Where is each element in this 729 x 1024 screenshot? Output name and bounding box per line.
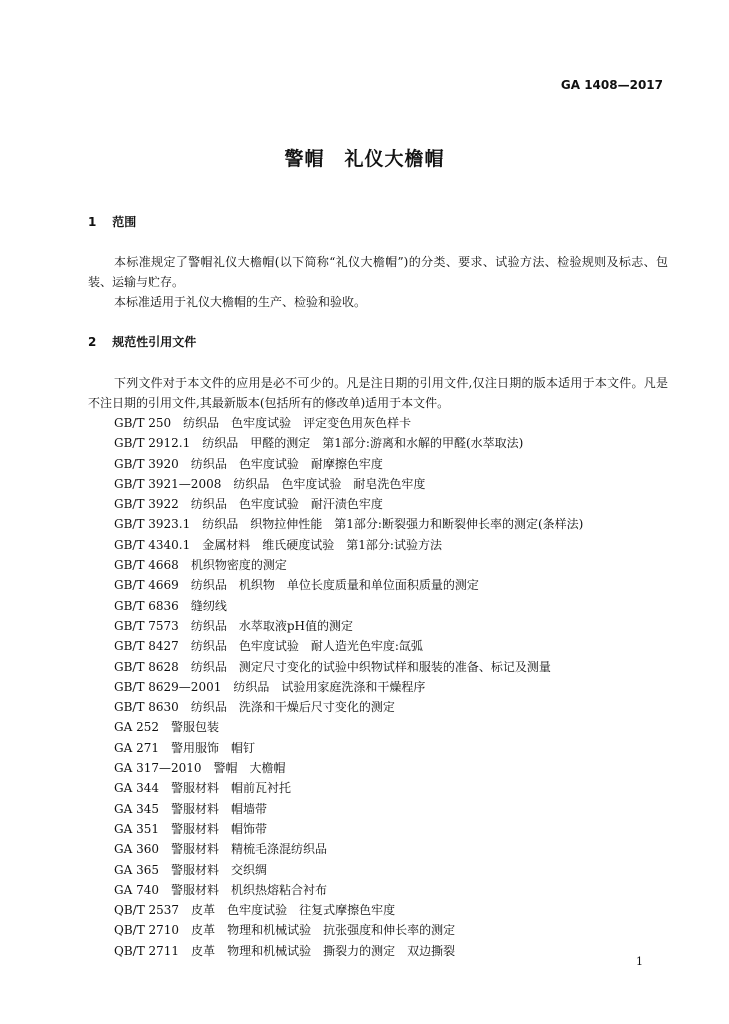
reference-code: GB/T 7573 (114, 618, 179, 633)
page-number: 1 (636, 955, 643, 968)
reference-code: GB/T 8427 (114, 639, 179, 654)
reference-item (114, 900, 583, 920)
reference-code: GB/T 8630 (114, 700, 179, 715)
reference-code: GA 351 (114, 821, 159, 836)
reference-title: 纺织品 色牢度试验 耐人造光色牢度:氙弧 (190, 639, 423, 654)
reference-title: 纺织品 色牢度试验 耐摩擦色牢度 (190, 456, 383, 471)
reference-title: 机织物密度的测定 (190, 558, 287, 573)
section-1-heading (88, 213, 136, 230)
reference-title: 警服包装 (170, 720, 219, 735)
reference-item (114, 920, 583, 940)
reference-item (114, 555, 583, 575)
reference-code: GB/T 3921—2008 (114, 476, 222, 491)
reference-item (114, 839, 583, 859)
reference-title: 纺织品 测定尺寸变化的试验中织物试样和服装的准备、标记及测量 (190, 659, 551, 674)
reference-item (114, 697, 583, 717)
section-number: 1 (88, 215, 97, 229)
section-title: 规范性引用文件 (112, 335, 197, 349)
reference-title: 纺织品 水萃取液pH值的测定 (190, 618, 353, 633)
standard-code: GA 1408—2017 (560, 78, 663, 92)
reference-code: GB/T 2912.1 (114, 436, 191, 451)
reference-title: 警服材料 帽前瓦衬托 (170, 781, 291, 796)
reference-title: 纺织品 洗涤和干燥后尺寸变化的测定 (190, 700, 395, 715)
reference-item (114, 616, 583, 636)
reference-item (114, 454, 583, 474)
reference-code: GA 360 (114, 842, 159, 857)
reference-title: 警服材料 交织绸 (170, 862, 267, 877)
reference-list (114, 413, 583, 961)
reference-code: GB/T 4340.1 (114, 537, 191, 552)
reference-code: QB/T 2710 (114, 923, 180, 938)
reference-item (114, 636, 583, 656)
reference-item (114, 575, 583, 595)
reference-item (114, 657, 583, 677)
reference-item (114, 758, 583, 778)
reference-item (114, 433, 583, 453)
reference-item (114, 799, 583, 819)
reference-item (114, 819, 583, 839)
reference-title: 金属材料 维氏硬度试验 第1部分:试验方法 (202, 537, 442, 552)
reference-code: GB/T 4668 (114, 558, 179, 573)
reference-title: 纺织品 甲醛的测定 第1部分:游离和水解的甲醛(水萃取法) (202, 436, 524, 451)
reference-code: GA 365 (114, 862, 159, 877)
reference-code: QB/T 2711 (114, 943, 180, 958)
reference-item (114, 494, 583, 514)
reference-title: 警服材料 精梳毛涤混纺织品 (170, 842, 327, 857)
section-2-heading (88, 333, 196, 350)
reference-code: GA 740 (114, 882, 159, 897)
reference-item (114, 860, 583, 880)
reference-code: GB/T 6836 (114, 598, 179, 613)
reference-code: GB/T 4669 (114, 578, 179, 593)
reference-title: 警帽 大檐帽 (213, 761, 286, 776)
reference-item (114, 778, 583, 798)
reference-title: 警服材料 帽墙带 (170, 801, 267, 816)
reference-code: GB/T 8629—2001 (114, 679, 222, 694)
reference-title: 纺织品 色牢度试验 评定变色用灰色样卡 (183, 416, 412, 430)
reference-title: 警服材料 机织热熔粘合衬布 (170, 882, 327, 897)
document-title: 警帽 礼仪大檐帽 (284, 148, 445, 170)
reference-code: GB/T 3923.1 (114, 517, 191, 532)
reference-title: 皮革 物理和机械试验 抗张强度和伸长率的测定 (191, 923, 456, 938)
reference-code: GA 345 (114, 801, 159, 816)
reference-title: 皮革 色牢度试验 往复式摩擦色牢度 (191, 903, 396, 918)
section-title: 范围 (112, 215, 137, 229)
reference-item (114, 474, 583, 494)
reference-code: GA 344 (114, 781, 159, 796)
reference-title: 警用服饰 帽钉 (170, 740, 255, 755)
scope-paragraph-1: 本标准规定了警帽礼仪大檐帽(以下简称“礼仪大檐帽”)的分类、要求、试验方法、检验规则及标志、包装、运输与贮存。 (88, 255, 668, 289)
reference-title: 皮革 物理和机械试验 撕裂力的测定 双边撕裂 (191, 943, 456, 958)
reference-item (114, 941, 583, 961)
reference-title: 警服材料 帽饰带 (170, 821, 267, 836)
reference-code: GB/T 3922 (114, 497, 179, 512)
reference-title: 纺织品 机织物 单位长度质量和单位面积质量的测定 (190, 578, 479, 593)
reference-title: 纺织品 织物拉伸性能 第1部分:断裂强力和断裂伸长率的测定(条样法) (202, 517, 584, 532)
reference-code: GB/T 250 (114, 416, 172, 430)
reference-item (114, 596, 583, 616)
reference-item (114, 717, 583, 737)
references-intro: 下列文件对于本文件的应用是必不可少的。凡是注日期的引用文件,仅注日期的版本适用于本文件。凡是不注日期的引用文件,其最新版本(包括所有的修改单)适用于本文件。 (88, 376, 668, 410)
reference-item (114, 880, 583, 900)
section-number: 2 (88, 335, 97, 349)
reference-code: GA 317—2010 (114, 761, 202, 776)
reference-code: GB/T 8628 (114, 659, 179, 674)
reference-item (114, 677, 583, 697)
reference-item (114, 514, 583, 534)
reference-item (114, 535, 583, 555)
reference-code: QB/T 2537 (114, 903, 180, 918)
reference-title: 缝纫线 (190, 598, 227, 613)
scope-paragraph-2: 本标准适用于礼仪大檐帽的生产、检验和验收。 (114, 295, 367, 309)
reference-title: 纺织品 色牢度试验 耐皂洗色牢度 (233, 476, 426, 491)
reference-item (114, 738, 583, 758)
reference-code: GB/T 3920 (114, 456, 179, 471)
reference-title: 纺织品 试验用家庭洗涤和干燥程序 (233, 679, 426, 694)
reference-item (114, 413, 583, 433)
reference-title: 纺织品 色牢度试验 耐汗渍色牢度 (190, 497, 383, 512)
reference-code: GA 271 (114, 740, 159, 755)
reference-code: GA 252 (114, 720, 159, 735)
